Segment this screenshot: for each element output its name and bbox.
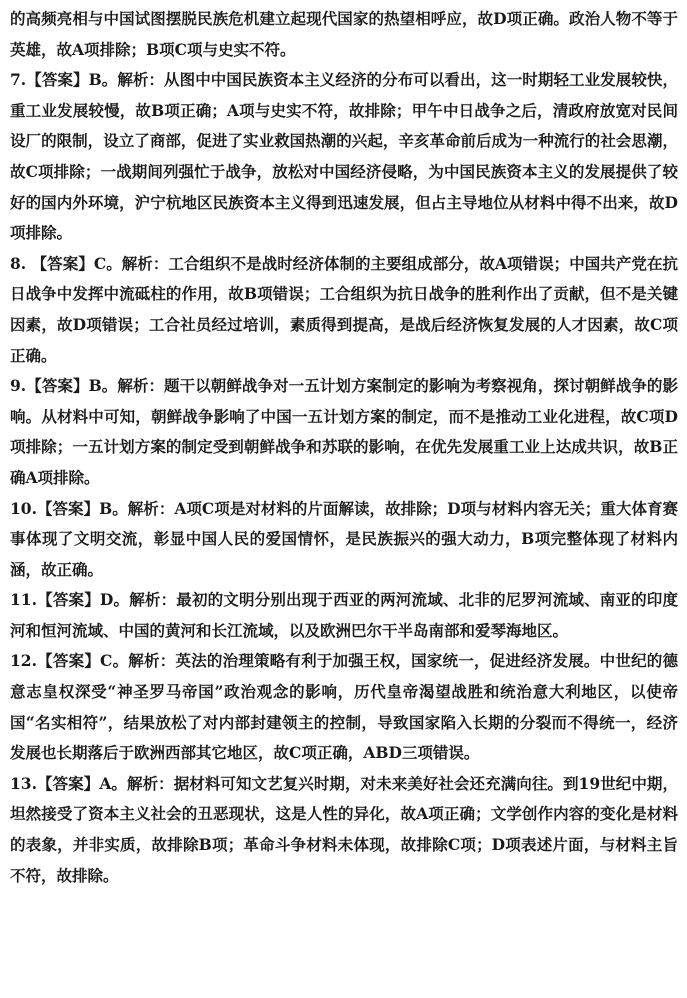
paragraph-answer-13 <box>10 769 678 891</box>
paragraph-text: 8. 【答案】C。解析：工合组织不是战时经济体制的主要组成部分，故A项错误；中国共产党在抗日战争中发挥中流砥柱的作用，故B项错误；工合组织为抗日战争的胜利作出了贡献，但不是关键因素，故D项错误；工合社员经过培训，素质得到提高，是战后经济恢复发展的人才因素，故C项正确。 <box>10 253 678 365</box>
paragraph-answer-9 <box>10 371 678 493</box>
paragraph-text: 11.【答案】D。解析：最初的文明分别出现于西亚的两河流域、北非的尼罗河流域、南亚的印度河和恒河流域、中国的黄河和长江流域，以及欧洲巴尔干半岛南部和爱琴海地区。 <box>10 590 678 640</box>
paragraph-answer-11 <box>10 585 678 646</box>
paragraph-text: 7.【答案】B。解析：从图中中国民族资本主义经济的分布可以看出，这一时期轻工业发展较快，重工业发展较慢，故B项正确；A项与史实不符，故排除；甲午中日战争之后，清政府放宽对民间设厂的限制，设立了商部，促进了实业救国热潮的兴起，辛亥革命前后成为一种流行的社会思潮，故C项排除；一战期间列强忙于战争，放松对中国经济侵略，为中国民族资本主义的发展提供了较好的国内外环境，沪宁杭地区民族资本主义得到迅速发展，但占主导地位从材料中得不出来，故D项排除。 <box>10 70 678 243</box>
paragraph-text: 9.【答案】B。解析：题干以朝鲜战争对一五计划方案制定的影响为考察视角，探讨朝鲜战争的影响。从材料中可知，朝鲜战争影响了中国一五计划方案的制定，而不是推动工业化进程，故C项D项排除；一五计划方案的制定受到朝鲜战争和苏联的影响，在优先发展重工业上达成共识，故B正确A项排除。 <box>10 376 678 487</box>
paragraph-answer-12 <box>10 646 678 768</box>
paragraph-text: 13.【答案】A。解析：据材料可知文艺复兴时期，对未来美好社会还充满向往。到19世纪中期，坦然接受了资本主义社会的丑恶现状，这是人性的异化，故A项正确；文学创作内容的变化是材料的表象，并非实质，故排除B项；革命斗争材料未体现，故排除C项；D项表述片面，与材料主旨不符，故排除。 <box>10 773 678 885</box>
document-body <box>10 4 678 891</box>
paragraph-answer-8 <box>10 249 678 371</box>
paragraph-text: 10.【答案】B。解析：A项C项是对材料的片面解读，故排除；D项与材料内容无关；重大体育赛事体现了文明交流，彰显中国人民的爱国情怀，是民族振兴的强大动力，B项完整体现了材料内涵，故正确。 <box>10 498 678 579</box>
paragraph-text: 12.【答案】C。解析：英法的治理策略有利于加强王权，国家统一，促进经济发展。中世纪的德意志皇权深受“神圣罗马帝国”政治观念的影响，历代皇帝渴望战胜和统治意大利地区，以使帝国“名实相符”，结果放松了对内部封建领主的控制，导致国家陷入长期的分裂而不得统一，经济发展也长期落后于欧洲西部其它地区，故C项正确，ABD三项错误。 <box>10 651 678 763</box>
paragraph-answer-7 <box>10 65 678 249</box>
paragraph-answer-6-tail <box>10 4 678 65</box>
paragraph-text: 的高频亮相与中国试图摆脱民族危机建立起现代国家的热望相呼应，故D项正确。政治人物不等于英雄，故A项排除；B项C项与史实不符。 <box>10 9 678 59</box>
paragraph-answer-10 <box>10 494 678 586</box>
